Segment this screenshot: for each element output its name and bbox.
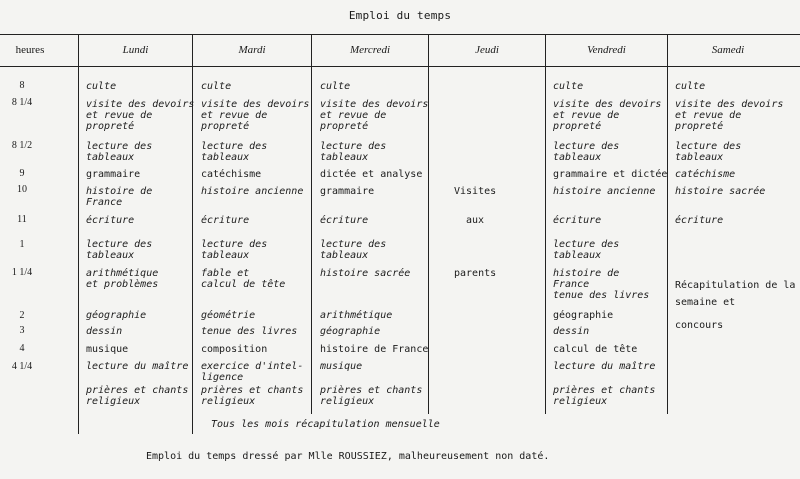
cell-mardi: exercice d'intel- ligence [201, 361, 304, 383]
header-mardi: Mardi [238, 44, 266, 56]
cell-mardi: écriture [201, 215, 250, 226]
cell-mercredi: musique [320, 361, 363, 372]
cell-mardi: histoire ancienne [201, 186, 304, 197]
header-jeudi: Jeudi [475, 44, 499, 56]
cell-mardi: lecture des tableaux [201, 239, 268, 261]
cell-vendredi: prières et chants religieux [553, 385, 656, 407]
cell-jeudi: Visites [454, 186, 497, 197]
cell-mardi: composition [201, 344, 268, 355]
col-divider [428, 34, 429, 414]
cell-mardi: visite des devoirs et revue de propreté [201, 99, 310, 132]
cell-vendredi: lecture des tableaux [553, 141, 620, 163]
hour-label: 8 1/2 [11, 140, 33, 151]
cell-samedi: culte [675, 81, 706, 92]
hour-label: 9 [19, 168, 25, 179]
cell-mercredi: prières et chants religieux [320, 385, 423, 407]
col-divider [545, 34, 546, 414]
cell-samedi: écriture [675, 215, 724, 226]
cell-lundi: lecture des tableaux [86, 239, 153, 261]
hour-label: 4 [19, 343, 25, 354]
col-divider [192, 34, 193, 434]
cell-mercredi: arithmétique [320, 310, 393, 321]
cell-lundi: histoire de France [86, 186, 153, 208]
cell-mercredi: écriture [320, 215, 369, 226]
cell-mardi: tenue des livres [201, 326, 298, 337]
cell-vendredi: histoire de France tenue des livres [553, 268, 650, 301]
cell-vendredi: dessin [553, 326, 590, 337]
cell-mercredi: grammaire [320, 186, 375, 197]
cell-lundi: grammaire [86, 169, 141, 180]
cell-samedi: Récapitulation de la [675, 280, 796, 291]
cell-vendredi: calcul de tête [553, 344, 638, 355]
table-top-rule [0, 34, 800, 35]
hour-label: 10 [17, 184, 27, 195]
cell-mardi: lecture des tableaux [201, 141, 268, 163]
hour-label: 1 [19, 239, 25, 250]
cell-lundi: écriture [86, 215, 135, 226]
cell-lundi: lecture des tableaux [86, 141, 153, 163]
cell-mercredi: histoire sacrée [320, 268, 411, 279]
col-divider [311, 34, 312, 414]
cell-mercredi: visite des devoirs et revue de propreté [320, 99, 429, 132]
header-lundi: Lundi [122, 44, 149, 56]
col-divider [78, 34, 79, 434]
cell-vendredi: histoire ancienne [553, 186, 656, 197]
hour-label: 8 [19, 80, 25, 91]
monthly-recap-note: Tous les mois récapitulation mensuelle [211, 419, 440, 430]
document-caption: Emploi du temps dressé par Mlle ROUSSIEZ, malheureusement non daté. [146, 451, 550, 462]
cell-lundi: prières et chants religieux [86, 385, 189, 407]
page-title: Emploi du temps [348, 9, 452, 22]
header-samedi: Samedi [711, 44, 745, 56]
header-heures: heures [15, 44, 45, 56]
hour-label: 4 1/4 [11, 361, 33, 372]
hour-label: 3 [19, 325, 25, 336]
cell-mardi: catéchisme [201, 169, 262, 180]
cell-mercredi: géographie [320, 326, 381, 337]
cell-lundi: dessin [86, 326, 123, 337]
cell-samedi: visite des devoirs et revue de propreté [675, 99, 784, 132]
cell-samedi: histoire sacrée [675, 186, 766, 197]
cell-lundi: géographie [86, 310, 147, 321]
cell-mardi: culte [201, 81, 232, 92]
cell-vendredi: culte [553, 81, 584, 92]
cell-vendredi: écriture [553, 215, 602, 226]
cell-samedi: semaine et [675, 297, 736, 308]
cell-mercredi: culte [320, 81, 351, 92]
cell-mardi: prières et chants religieux [201, 385, 304, 407]
cell-vendredi: lecture des tableaux [553, 239, 620, 261]
cell-samedi: lecture des tableaux [675, 141, 742, 163]
cell-samedi: catéchisme [675, 169, 736, 180]
cell-lundi: arithmétique et problèmes [86, 268, 159, 290]
header-mercredi: Mercredi [349, 44, 391, 56]
cell-vendredi: visite des devoirs et revue de propreté [553, 99, 662, 132]
cell-lundi: visite des devoirs et revue de propreté [86, 99, 195, 132]
cell-mercredi: histoire de France [320, 344, 429, 355]
cell-samedi: concours [675, 320, 724, 331]
hour-label: 8 1/4 [11, 97, 33, 108]
cell-mercredi: lecture des tableaux [320, 239, 387, 261]
cell-jeudi: parents [454, 268, 497, 279]
cell-mardi: fable et calcul de tête [201, 268, 286, 290]
col-divider [667, 34, 668, 414]
cell-mardi: géométrie [201, 310, 256, 321]
cell-vendredi: lecture du maître [553, 361, 656, 372]
cell-jeudi: aux [466, 215, 485, 226]
hour-label: 1 1/4 [11, 267, 33, 278]
cell-lundi: musique [86, 344, 129, 355]
cell-lundi: lecture du maître [86, 361, 189, 372]
header-vendredi: Vendredi [587, 44, 626, 56]
hour-label: 11 [17, 214, 27, 225]
cell-lundi: culte [86, 81, 117, 92]
hour-label: 2 [19, 310, 25, 321]
cell-mercredi: dictée et analyse [320, 169, 423, 180]
cell-vendredi: grammaire et dictée [553, 169, 668, 180]
cell-mercredi: lecture des tableaux [320, 141, 387, 163]
header-bottom-rule [0, 66, 800, 67]
cell-vendredi: géographie [553, 310, 614, 321]
